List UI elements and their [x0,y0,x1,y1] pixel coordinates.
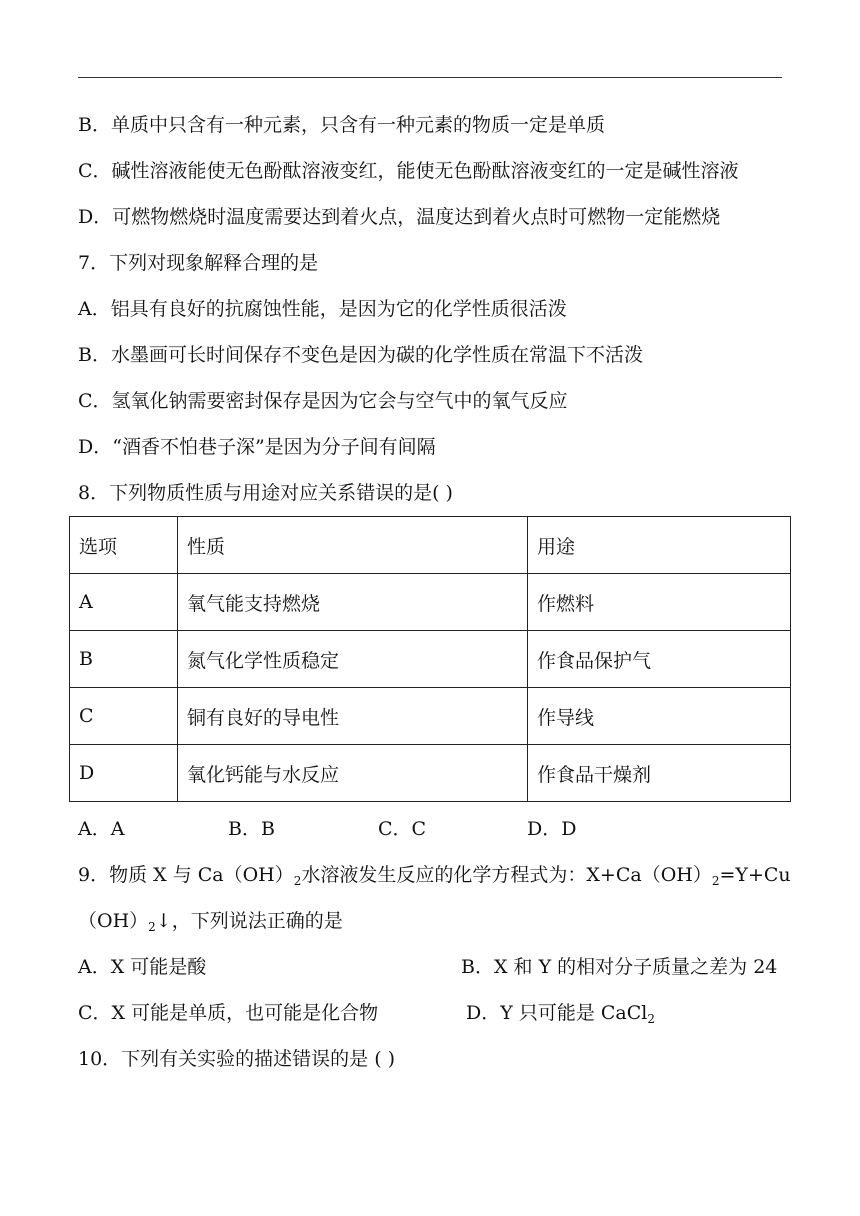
table-cell: 作燃料 [528,574,791,631]
table-header-cell: 用途 [528,517,791,574]
table-cell: 铜有良好的导电性 [178,688,528,745]
q8-table [69,516,791,802]
table-cell: D [70,745,178,802]
subscript: 2 [148,920,156,934]
table-header-cell: 选项 [70,517,178,574]
header-rule [78,77,782,78]
table-row [70,631,791,688]
table-cell: 氧化钙能与水反应 [178,745,528,802]
q6-option-b: B．单质中只含有一种元素，只含有一种元素的物质一定是单质 [78,114,605,136]
q8-option-b: B．B [228,818,275,840]
q9-text: （OH） [78,910,149,932]
q9-text: =Y+Cu [719,864,791,886]
q10-stem: 10．下列有关实验的描述错误的是 ( ) [78,1048,396,1070]
table-cell: C [70,688,178,745]
table-row [70,745,791,802]
q6-option-d: D．可燃物燃烧时温度需要达到着火点，温度达到着火点时可燃物一定能燃烧 [78,206,721,228]
q7-option-d: D．“酒香不怕巷子深”是因为分子间有间隔 [78,436,436,458]
table-cell: B [70,631,178,688]
table-cell: 作导线 [528,688,791,745]
table-row [70,574,791,631]
table-row [70,688,791,745]
q8-option-d: D．D [527,818,577,840]
table-cell: 氮气化学性质稳定 [178,631,528,688]
q9-option-a: A．X 可能是酸 [78,956,207,978]
q9-stem-line2 [78,908,343,940]
q6-option-c: C．碱性溶液能使无色酚酞溶液变红，能使无色酚酞溶液变红的一定是碱性溶液 [78,160,739,182]
table-header-row [70,517,791,574]
q8-option-a: A．A [78,818,125,840]
q7-stem: 7．下列对现象解释合理的是 [78,252,319,274]
q7-option-c: C．氢氧化钠需要密封保存是因为它会与空气中的氧气反应 [78,390,568,412]
subscript: 2 [711,874,720,888]
table-cell: 作食品保护气 [528,631,791,688]
q9-option-c: C．X 可能是单质，也可能是化合物 [78,1002,379,1024]
table-cell: A [70,574,178,631]
q8-option-c: C．C [378,818,427,840]
table-header-cell: 性质 [178,517,528,574]
table-cell: 作食品干燥剂 [528,745,791,802]
table-cell: 氧气能支持燃烧 [178,574,528,631]
q8-stem: 8．下列物质性质与用途对应关系错误的是( ) [78,482,453,504]
q9-option-b: B．X 和 Y 的相对分子质量之差为 24 [461,956,778,978]
q7-option-a: A．铝具有良好的抗腐蚀性能，是因为它的化学性质很活泼 [78,298,567,320]
q9-stem-line1 [78,862,791,894]
q9-text: D．Y 只可能是 CaCl [466,1002,648,1024]
q7-option-b: B．水墨画可长时间保存不变色是因为碳的化学性质在常温下不活泼 [78,344,643,366]
q9-option-d [466,1000,655,1032]
subscript: 2 [293,874,302,888]
subscript: 2 [647,1012,655,1026]
q9-text: ↓，下列说法正确的是 [155,910,343,932]
q9-text: 水溶液发生反应的化学方程式为：X+Ca（OH） [301,864,712,886]
q9-text: 9．物质 X 与 Ca（OH） [78,864,294,886]
